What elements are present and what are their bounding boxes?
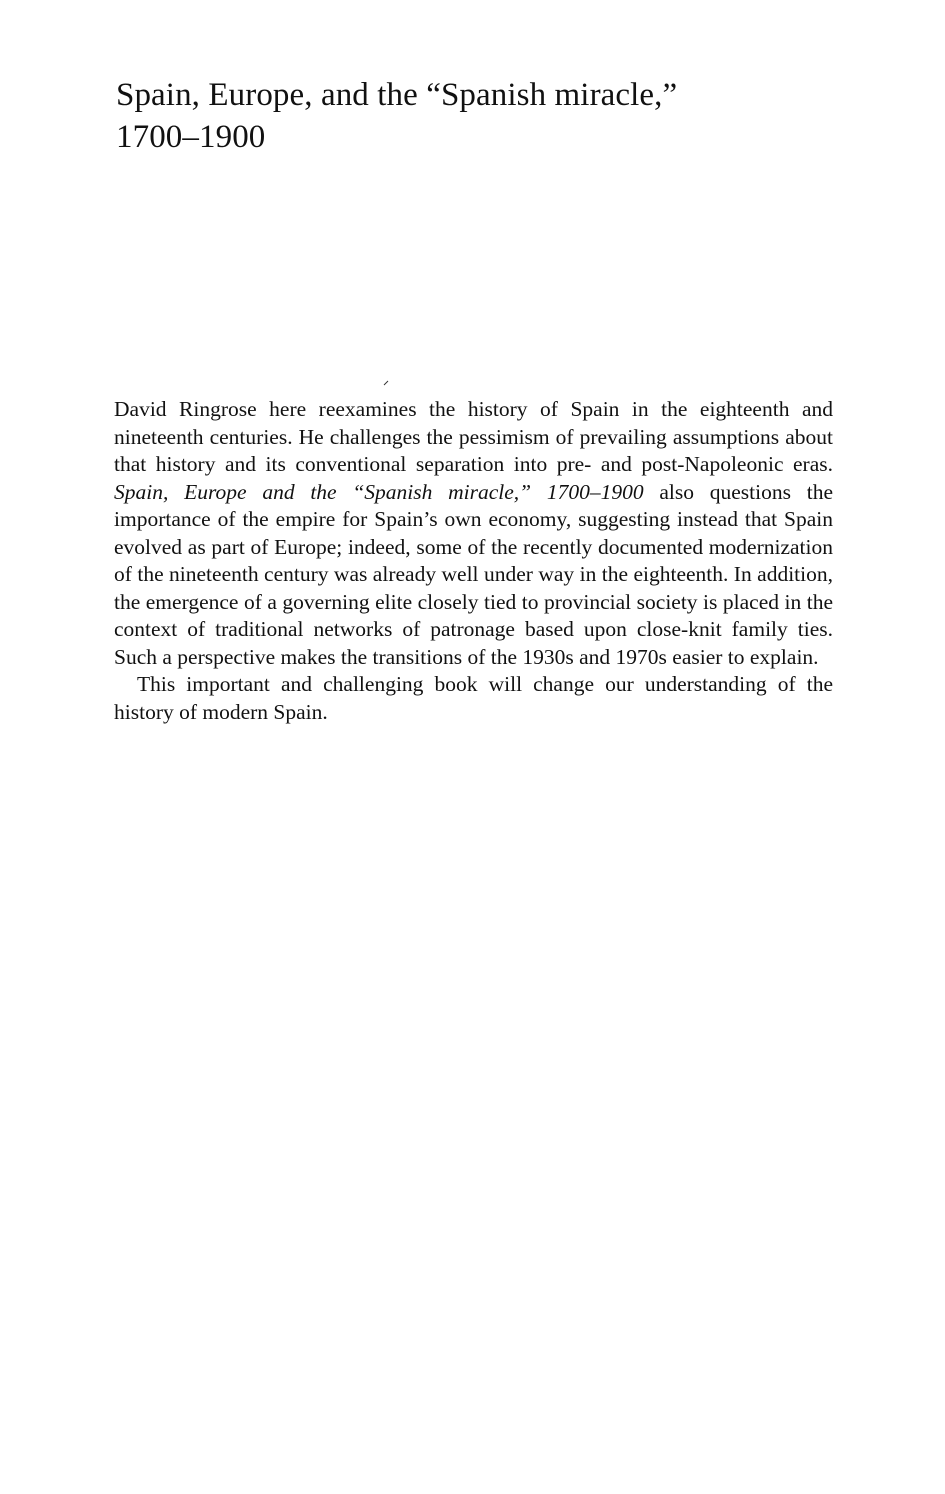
description-text-1: David Ringrose here reexamines the history of Spain in the eighteenth and nineteenth centuries. He challenges the pessimism of prevailing assumptions about that history and its conventional separation into pre- and post-Napoleonic eras.	[114, 397, 833, 476]
book-title	[116, 74, 836, 158]
book-description	[114, 396, 833, 726]
stray-mark-icon	[383, 380, 389, 386]
description-paragraph-2: This important and challenging book will change our understanding of the history of modern Spain.	[114, 672, 833, 724]
description-book-title-italic: Spain, Europe and the “Spanish miracle,” 1700–1900	[114, 479, 644, 504]
book-title-line-2: 1700–1900	[116, 119, 266, 155]
book-title-line-1: Spain, Europe, and the “Spanish miracle,”	[116, 77, 678, 113]
description-paragraph-1	[114, 396, 833, 671]
description-text-2: also questions the importance of the empire for Spain’s own economy, suggesting instead that Spain evolved as part of Europe; indeed, some of the recently documented modernization of the nineteenth century was already well under way in the eighteenth. In addition, the emergence of a governing elite closely tied to provincial society is placed in the context of traditional networks of patronage based upon close-knit family ties. Such a perspective makes the transitions of the 1930s and 1970s easier to explain.	[114, 479, 833, 669]
